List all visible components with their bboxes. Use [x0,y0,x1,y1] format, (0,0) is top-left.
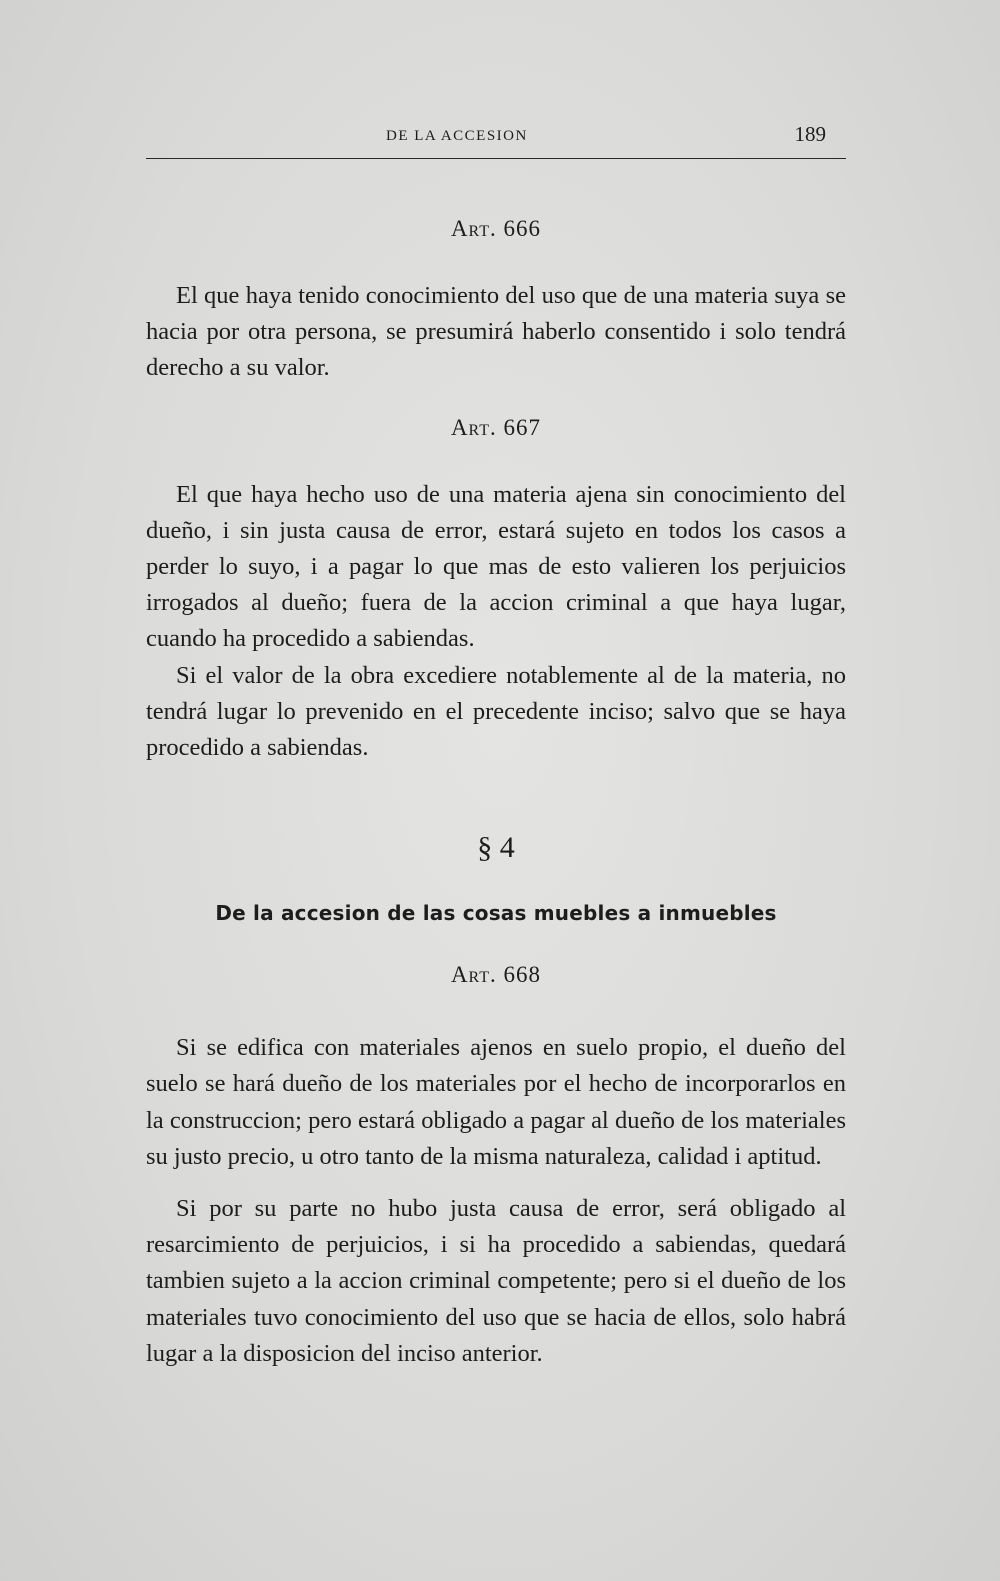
article-title-666: Art. 666 [450,216,542,241]
page-number: 189 [794,122,826,146]
section-mark: § 4 [477,831,515,865]
section-heading: De la accesion de las cosas muebles a inmuebles [215,901,777,926]
header-rule [146,158,846,159]
article-title-668: Art. 668 [450,962,542,988]
article-title-667: Art. 667 [450,414,542,440]
article-668-paragraph-2: Si por su parte no hubo justa causa de error, será obligado al resarcimiento de perjuicios, i si ha procedido a sabiendas, quedará tambien sujeto a la accion criminal competente; pero si el dueño de los materiales tuvo conocimiento del uso que se hacia de ellos, solo habrá lugar a la disposicion del inciso anterior. [146,1195,846,1367]
article-668-paragraph-1: Si se edifica con materiales ajenos en suelo propio, el dueño del suelo se hará dueño de los materiales por el hecho de incorporarlos en la construccion; pero estará obligado a pagar al dueño de los materiales su justo precio, u otro tanto de la misma naturaleza, calidad i aptitud. [146,1034,846,1170]
spacer [146,387,846,407]
article-667-paragraph-1: El que haya hecho uso de una materia ajena sin conocimiento del dueño, i sin justa causa de error, estará sujeto en todos los casos a perder lo suyo, i a pagar lo que mas de esto valieren los perjuicios irrogados al dueño; fuera de la accion criminal a que haya lugar, cuando ha procedido a sabiendas. [146,480,846,653]
article-667-paragraph-2: Si el valor de la obra excediere notablemente al de la materia, no tendrá lugar lo prevenido en el precedente inciso; salvo que se haya procedido a sabiendas. [146,661,846,762]
article-666-paragraph: El que haya tenido conocimiento del uso que de una materia suya se hacia por otra persona, se presumirá haberlo consentido i solo tendrá derecho a su valor. [146,282,846,382]
page-body [146,208,846,1372]
page-header [146,118,846,158]
running-head: DE LA ACCESION [386,128,528,144]
